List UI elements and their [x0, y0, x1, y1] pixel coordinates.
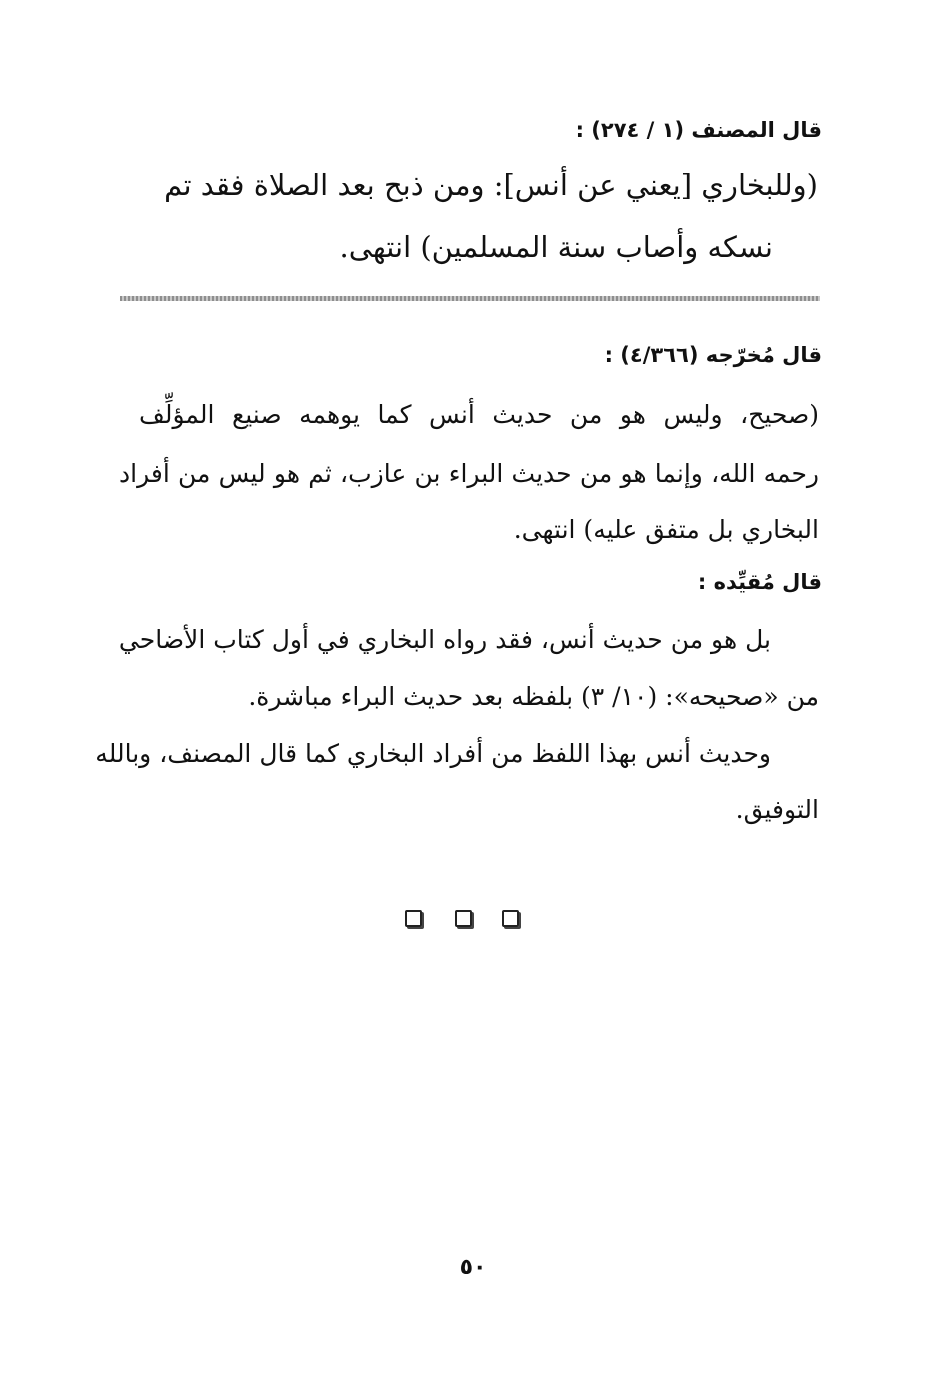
- page-number: ٥٠: [459, 1255, 487, 1280]
- author-heading: قال المصنف (١ / ٢٧٤) :: [575, 118, 822, 142]
- square-icon: [405, 910, 422, 927]
- section-end-ornament: [405, 910, 525, 932]
- quote-line-1: (وللبخاري [يعني عن أنس]: ومن ذبح بعد الصلاة فقد تم: [164, 168, 818, 202]
- takhrij-line-2: رحمه الله، وإنما هو من حديث البراء بن عازب، ثم هو ليس من أفراد: [119, 459, 819, 488]
- takhrij-line-3: البخاري بل متفق عليه) انتهى.: [513, 515, 819, 544]
- muqayyid-line-2: من «صحيحه»: (١٠/ ٣) بلفظه بعد حديث البراء مباشرة.: [248, 682, 819, 711]
- square-icon: [502, 910, 519, 927]
- muqayyid-line-4: التوفيق.: [735, 795, 819, 824]
- takhrij-heading: قال مُخرّجه (٤/٣٦٦) :: [604, 343, 822, 367]
- muqayyid-line-3: وحديث أنس بهذا اللفظ من أفراد البخاري كما قال المصنف، وبالله: [95, 739, 771, 768]
- square-icon: [455, 910, 472, 927]
- quote-line-2: نسكه وأصاب سنة المسلمين) انتهى.: [339, 230, 773, 264]
- muqayyid-heading: قال مُقيِّده :: [697, 570, 822, 594]
- muqayyid-line-1: بل هو من حديث أنس، فقد رواه البخاري في أول كتاب الأضاحي: [118, 625, 771, 654]
- section-divider: [120, 296, 820, 301]
- takhrij-line-1: (صحيح، وليس هو من حديث أنس كما يوهمه صنيع المؤلِّف: [139, 400, 819, 429]
